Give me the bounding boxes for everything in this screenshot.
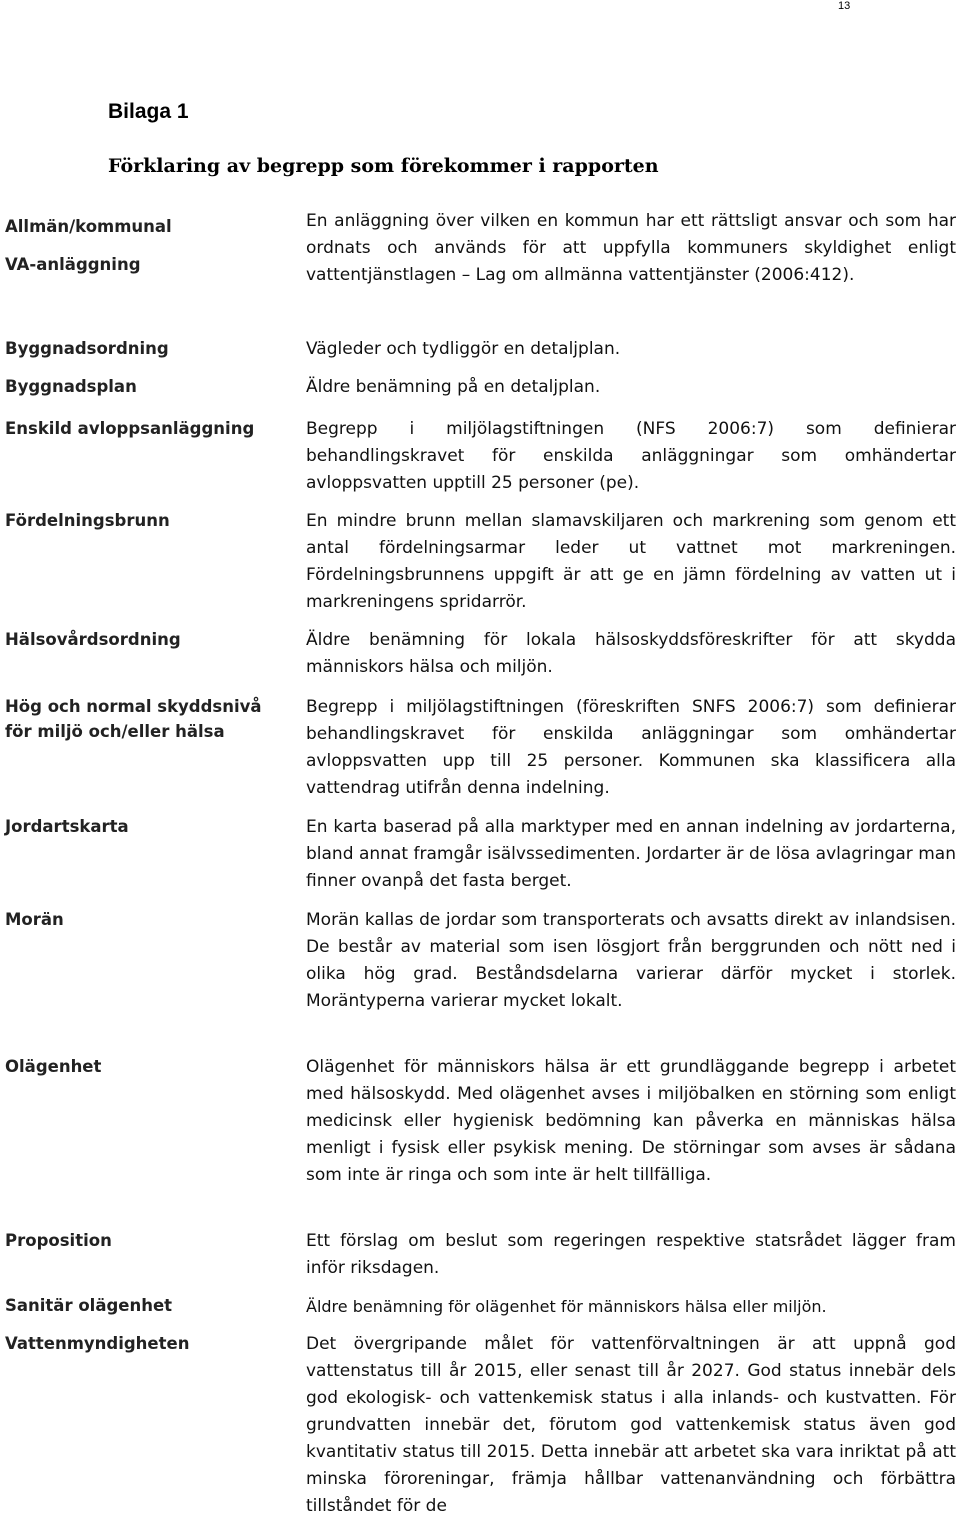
- definition: Begrepp i miljölagstiftningen (föreskriften SNFS 2006:7) som definierar behandlingskravet för enskilda anläggningar som omhändertar avloppsvatten upp till 25 personer. Kommunen ska klassificera alla vattendrag utifrån denna indelning.: [306, 697, 956, 798]
- definition: Ett förslag om beslut som regeringen respektive statsrådet lägger fram inför riksdagen.: [306, 1231, 956, 1278]
- definition: Det övergripande målet för vattenförvaltningen är att uppnå god vattenstatus till år 2015, eller senast till år 2027. God status innebär dels god ekologisk- och vattenkemisk status i alla inlands- och kustvatten. För grundvatten innebär det, förutom god vattenkemisk status även god kvantitativ status till 2015. Detta innebär att arbetet ska vara inriktat på att minska föroreningar, främja hållbar vattenanvändning och förbättra tillståndet för de: [306, 1334, 956, 1516]
- definition: Begrepp i miljölagstiftningen (NFS 2006:7) som definierar behandlingskravet för enskilda anläggningar som omhändertar avloppsvatten upptill 25 personer (pe).: [306, 419, 956, 493]
- definition: Olägenhet för människors hälsa är ett grundläggande begrepp i arbetet med hälsoskydd. Med olägenhet avses i miljöbalken en störning som enligt medicinsk eller hygienisk bedömning kan påverka en människas hälsa menligt i fysisk eller psykisk mening. De störningar som avses är sådana som inte är ringa och som inte är helt tillfälliga.: [306, 1057, 956, 1185]
- definition: En mindre brunn mellan slamavskiljaren och markrening som genom ett antal fördelningsarmar leder ut vattnet mot markreningen. Fördelningsbrunnens uppgift är att ge en jämn fördelning av vatten ut i markreningens spridarrör.: [306, 511, 956, 612]
- term: Fördelningsbrunn: [5, 511, 170, 530]
- term: Jordartskarta: [5, 817, 129, 836]
- term: Sanitär olägenhet: [5, 1296, 173, 1315]
- definition: En anläggning över vilken en kommun har ett rättsligt ansvar och som har ordnats och används för att uppfylla kommuners skyldighet enligt vattentjänstlagen – Lag om allmänna vattentjänster (2006:412).: [306, 211, 956, 285]
- term: Allmän/kommunal VA-anläggning: [5, 217, 172, 274]
- term: Byggnadsordning: [5, 339, 169, 358]
- appendix-title: Bilaga 1: [108, 100, 189, 123]
- term: Byggnadsplan: [5, 377, 137, 396]
- term: Proposition: [5, 1231, 112, 1250]
- term: Enskild avloppsanläggning: [5, 419, 255, 438]
- page-number: 13: [838, 0, 851, 12]
- page-heading: Förklaring av begrepp som förekommer i rapporten: [108, 155, 659, 177]
- term: Hälsovårdsordning: [5, 630, 181, 649]
- definition: Vägleder och tydliggör en detaljplan.: [306, 339, 621, 359]
- term: Vattenmyndigheten: [5, 1334, 190, 1353]
- definition: Äldre benämning för olägenhet för människors hälsa eller miljön.: [306, 1297, 827, 1316]
- term: Hög och normal skyddsnivå för miljö och/eller hälsa: [5, 697, 262, 741]
- definition: Äldre benämning för lokala hälsoskyddsföreskrifter för att skydda människors hälsa och miljön.: [306, 630, 956, 677]
- term: Morän: [5, 910, 64, 929]
- definition: En karta baserad på alla marktyper med en annan indelning av jordarterna, bland annat framgår isälvssedimenten. Jordarter är de lösa avlagringar man finner ovanpå det fasta berget.: [306, 817, 956, 891]
- definition: Äldre benämning på en detaljplan.: [306, 377, 601, 397]
- term: Olägenhet: [5, 1057, 102, 1076]
- definition: Morän kallas de jordar som transporterats och avsatts direkt av inlandsisen. De består av material som isen lösgjort från berggrunden och nött ned i olika hög grad. Beståndsdelarna varierar därför mycket i storlek. Moräntyperna varierar mycket lokalt.: [306, 910, 956, 1011]
